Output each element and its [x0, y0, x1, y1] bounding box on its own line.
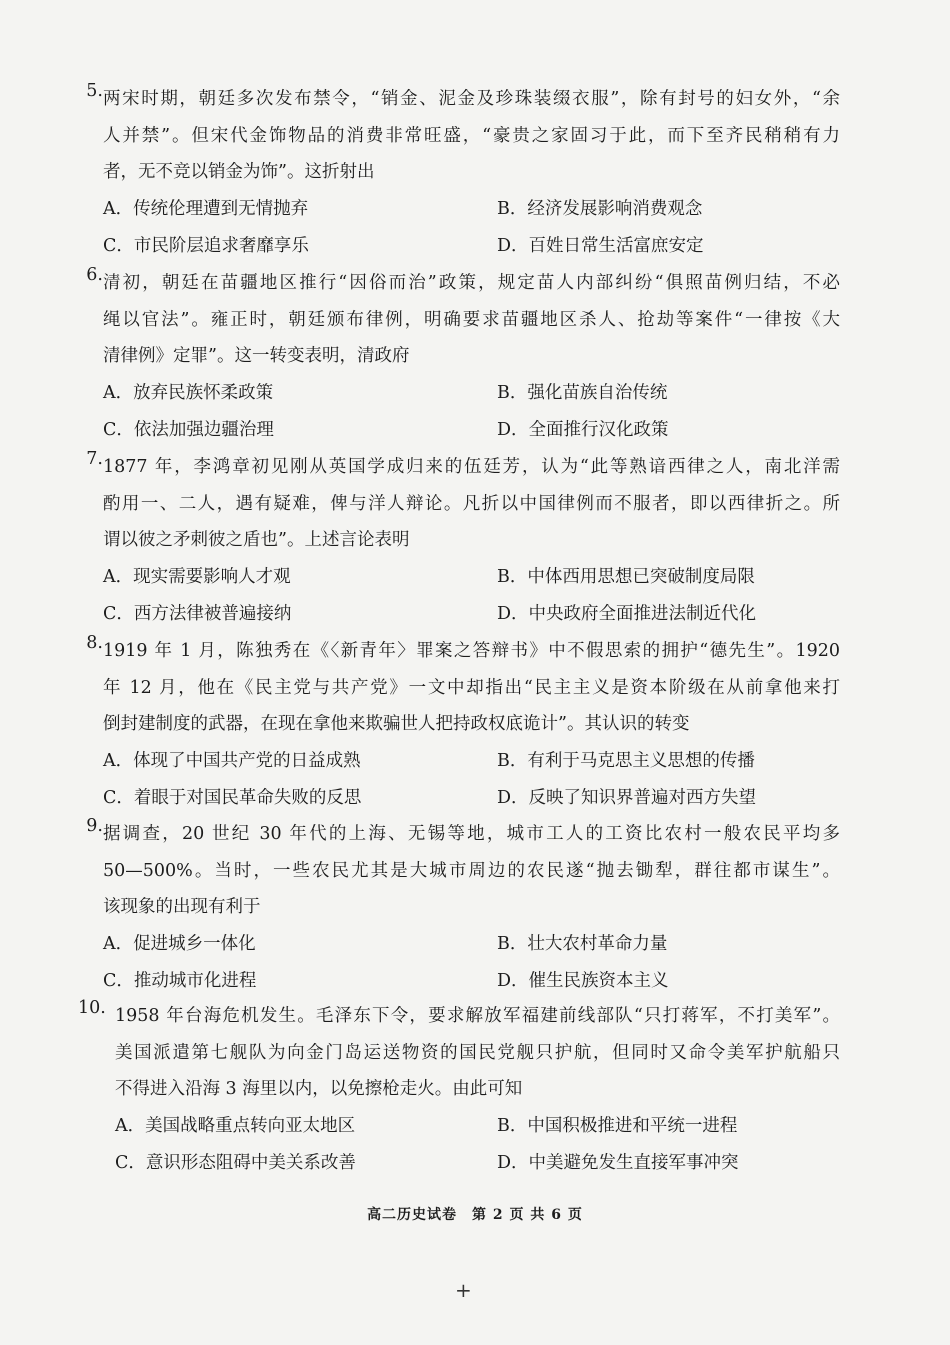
question-stem-line: 人并禁”。但宋代金饰物品的消费非常旺盛，“豪贵之家固习于此，而下至齐民稍稍有力 — [103, 125, 840, 146]
answer-option[interactable]: A．传统伦理遭到无情抛弃 — [103, 199, 309, 220]
answer-option[interactable]: A．放弃民族怀柔政策 — [103, 383, 274, 404]
answer-option[interactable]: A．促进城乡一体化 — [103, 934, 256, 955]
question-stem-line: 不得进入沿海 3 海里以内，以免擦枪走火。由此可知 — [115, 1079, 523, 1100]
question-stem-line: 美国派遣第七舰队为向金门岛运送物资的国民党舰只护航，但同时又命令美军护航船只 — [115, 1042, 840, 1063]
question-number: 5. — [86, 81, 103, 101]
question-stem-line: 50—500%。当时，一些农民尤其是大城市周边的农民遂“抛去锄犁，群往都市谋生”。 — [103, 860, 840, 881]
answer-options — [103, 375, 840, 448]
question-stem-line: 该现象的出现有利于 — [103, 897, 261, 918]
answer-option[interactable]: B．有利于马克思主义思想的传播 — [497, 751, 755, 772]
question-stem-line: 年 12 月，他在《民主党与共产党》一文中却指出“民主主义是资本阶级在从前拿他来打 — [103, 677, 840, 698]
answer-option[interactable]: B．中国积极推进和平统一进程 — [497, 1116, 738, 1137]
answer-option[interactable]: D．全面推行汉化政策 — [497, 419, 669, 440]
question-stem-line: 1919 年 1 月，陈独秀在《〈新青年〉罪案之答辩书》中不假思索的拥护“德先生”。1920 — [103, 641, 840, 661]
question-10 — [78, 998, 840, 1181]
answer-options — [103, 559, 840, 632]
answer-option[interactable]: C．意识形态阻碍中美关系改善 — [115, 1152, 356, 1173]
question-number: 6. — [86, 265, 103, 285]
question-stem-line: 者，无不竞以销金为饰”。这折射出 — [103, 162, 375, 183]
question-number: 7. — [86, 449, 103, 469]
question-stem-line: 倒封建制度的武器，在现在拿他来欺骗世人把持政权底诡计”。其认识的转变 — [103, 714, 690, 735]
answer-option[interactable]: B．壮大农村革命力量 — [497, 934, 668, 955]
question-9 — [78, 816, 840, 999]
question-stem-line: 谓以彼之矛刺彼之盾也”。上述言论表明 — [103, 530, 410, 551]
question-stem-line: 绳以官法”。雍正时，朝廷颁布律例，明确要求苗疆地区杀人、抢劫等案件“一律按《大 — [103, 309, 840, 330]
question-7 — [78, 449, 840, 632]
question-stem-line: 1958 年台海危机发生。毛泽东下令，要求解放军福建前线部队“只打蒋军，不打美军”。 — [115, 1006, 840, 1026]
answer-option[interactable]: B．中体西用思想已突破制度局限 — [497, 567, 755, 588]
center-crop-mark: + — [455, 1278, 472, 1302]
question-stem-line: 清初，朝廷在苗疆地区推行“因俗而治”政策，规定苗人内部纠纷“俱照苗例归结，不必 — [103, 273, 840, 293]
question-stem-line: 两宋时期，朝廷多次发布禁令，“销金、泥金及珍珠装缀衣服”，除有封号的妇女外，“余 — [103, 89, 840, 109]
question-8 — [78, 633, 840, 816]
answer-options — [103, 743, 840, 816]
answer-option[interactable]: D．百姓日常生活富庶安定 — [497, 235, 704, 256]
question-number: 10. — [78, 998, 106, 1018]
answer-option[interactable]: D．中央政府全面推进法制近代化 — [497, 603, 757, 624]
answer-option[interactable]: B．强化苗族自治传统 — [497, 383, 668, 404]
question-stem-line: 1877 年，李鸿章初见刚从英国学成归来的伍廷芳，认为“此等熟谙西律之人，南北洋需 — [103, 457, 840, 477]
answer-options — [103, 191, 840, 264]
question-stem-line: 酌用一、二人，遇有疑难，俾与洋人辩论。凡折以中国律例而不服者，即以西律折之。所 — [103, 493, 840, 514]
answer-option[interactable]: A．美国战略重点转向亚太地区 — [115, 1116, 356, 1137]
answer-option[interactable]: B．经济发展影响消费观念 — [497, 199, 703, 220]
answer-option[interactable]: C．市民阶层追求奢靡享乐 — [103, 235, 309, 256]
answer-option[interactable]: D．催生民族资本主义 — [497, 970, 669, 991]
answer-option[interactable]: A．现实需要影响人才观 — [103, 567, 291, 588]
answer-option[interactable]: C．西方法律被普遍接纳 — [103, 603, 292, 624]
answer-options — [103, 926, 840, 999]
question-6 — [78, 265, 840, 448]
question-number: 9. — [86, 816, 103, 836]
answer-options — [115, 1108, 840, 1181]
page-footer: 高二历史试卷 第 2 页 共 6 页 — [367, 1207, 583, 1223]
answer-option[interactable]: D．反映了知识界普遍对西方失望 — [497, 787, 757, 808]
answer-option[interactable]: A．体现了中国共产党的日益成熟 — [103, 751, 361, 772]
answer-option[interactable]: C．推动城市化进程 — [103, 970, 257, 991]
question-5 — [78, 81, 840, 264]
question-stem-line: 据调查，20 世纪 30 年代的上海、无锡等地，城市工人的工资比农村一般农民平均多 — [103, 824, 840, 844]
answer-option[interactable]: C．着眼于对国民革命失败的反思 — [103, 787, 362, 808]
question-number: 8. — [86, 633, 103, 653]
answer-option[interactable]: C．依法加强边疆治理 — [103, 419, 274, 440]
question-stem-line: 清律例》定罪”。这一转变表明，清政府 — [103, 346, 410, 367]
answer-option[interactable]: D．中美避免发生直接军事冲突 — [497, 1152, 739, 1173]
